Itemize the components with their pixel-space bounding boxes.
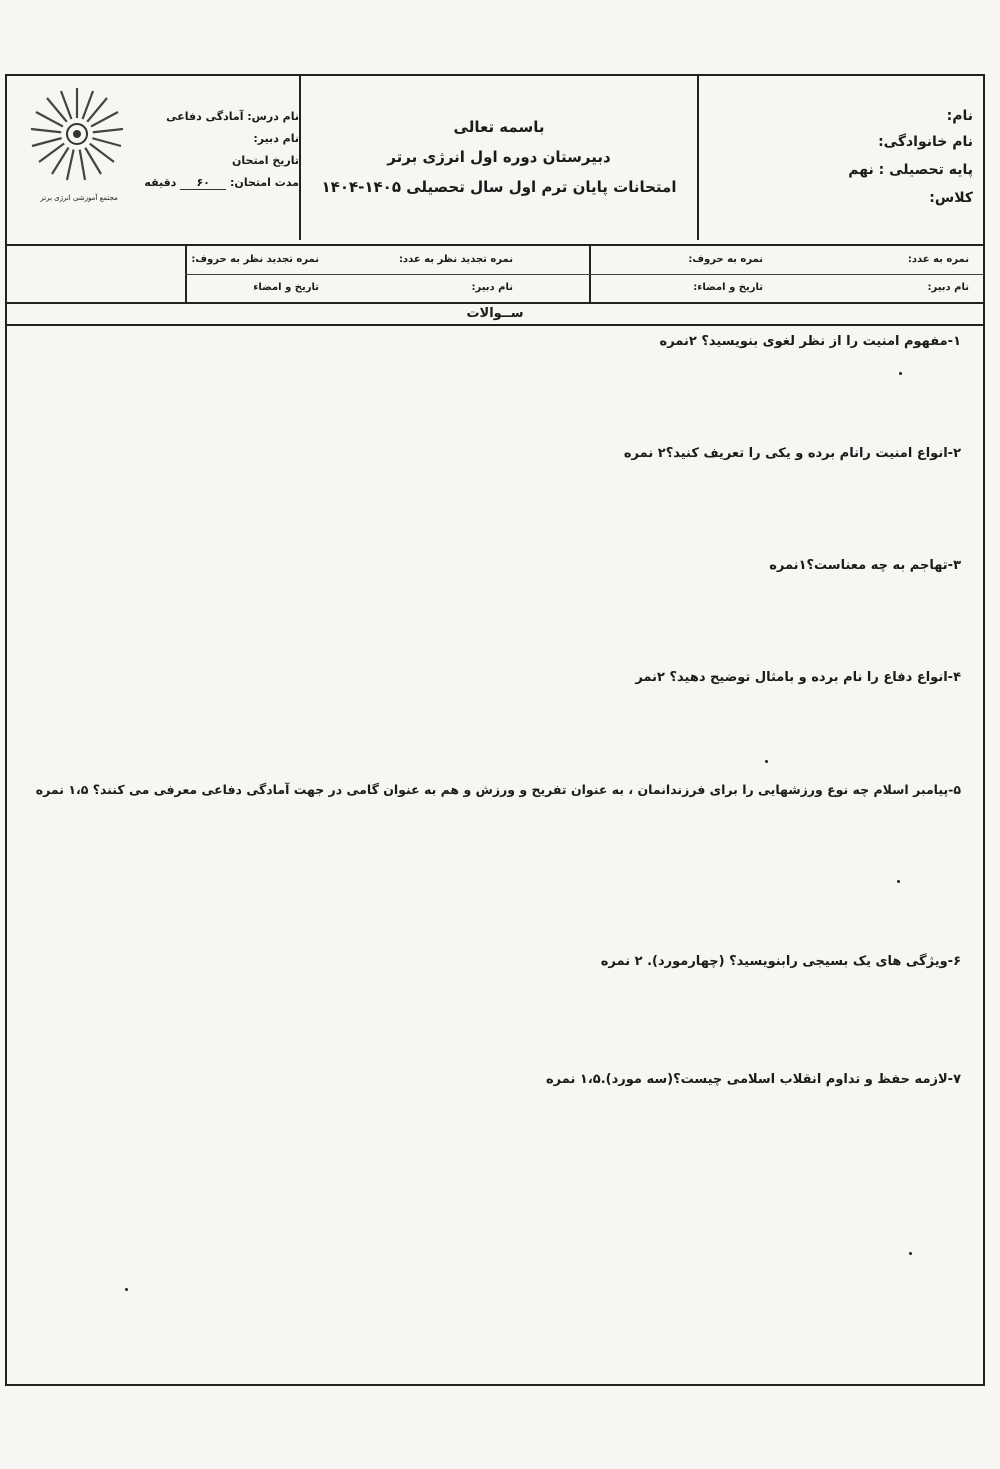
ink-dot [125, 1288, 128, 1291]
ink-dot [897, 880, 900, 883]
revision-score-words-label: نمره تجدید نظر به حروف: [191, 254, 319, 265]
ink-dot [765, 760, 768, 763]
student-info-box [697, 76, 983, 240]
question-2: ۲-انواع امنیت رانام برده و یکی را تعریف کنید؟۲ نمره [623, 446, 961, 461]
teacher-name-label: نام دبیر: [927, 282, 969, 293]
score-words-label: نمره به حروف: [688, 254, 763, 265]
revision-teacher-label: نام دبیر: [471, 282, 513, 293]
score-row-1 [185, 246, 983, 275]
question-6: ۶-ویژگی های یک بسیجی رابنویسید؟ (چهارمورد). ۲ نمره [600, 954, 961, 969]
exam-header [7, 76, 983, 240]
student-family-label: نام خانوادگی: [878, 134, 973, 150]
question-1: ۱-مفهوم امنیت را از نظر لغوی بنویسید؟ ۲نمره [659, 334, 961, 349]
school-logo-icon [27, 84, 127, 184]
duration-value: ۶۰ [180, 176, 226, 190]
question-4: ۴-انواع دفاع را نام برده و بامثال توضیح دهید؟ ۲نمر [635, 670, 961, 685]
course-info-box [7, 76, 299, 240]
duration-label: مدت امتحان: [230, 176, 299, 189]
question-3: ۳-تهاجم به چه معناست؟۱نمره [769, 558, 961, 573]
exam-title: امتحانات پایان ترم اول سال تحصیلی ۱۴۰۵-۱۴۰۴ [321, 178, 677, 196]
course-teacher: نام دبیر: [253, 132, 299, 145]
student-name-label: نام: [946, 108, 973, 124]
course-date: تاریخ امتحان [232, 154, 299, 167]
logo-caption: مجتمع آموزشی انرژی برتر [40, 194, 118, 202]
date-sign-label: تاریخ و امضاء: [693, 282, 763, 293]
score-row-2 [185, 274, 983, 302]
duration-unit: دقیقه [144, 176, 177, 189]
revision-score-number-label: نمره تجدید نظر به عدد: [398, 254, 513, 265]
question-5: ۵-پیامبر اسلام چه نوع ورزشهایی را برای فرزندانمان ، به عنوان تفریح و ورزش و هم به عنوان گامی در جهت آمادگی دفاعی معرفی می کنند؟ ۱،۵ نمره [35, 782, 961, 797]
bismillah-line: باسمه تعالی [453, 118, 545, 136]
question-7: ۷-لازمه حفظ و تداوم انقلاب اسلامی چیست؟(سه مورد).۱،۵ نمره [546, 1072, 961, 1087]
ink-dot [909, 1252, 912, 1255]
exam-sheet [5, 74, 985, 1386]
student-grade-label: پایه تحصیلی : نهم [848, 162, 973, 178]
exam-title-box [299, 76, 697, 240]
student-class-label: کلاس: [929, 190, 973, 206]
course-subject: نام درس: آمادگی دفاعی [166, 110, 299, 123]
course-duration [144, 176, 299, 190]
score-number-label: نمره به عدد: [907, 254, 969, 265]
questions-heading: ســوالات [7, 302, 983, 326]
school-name: دبیرستان دوره اول انرژی برتر [387, 148, 611, 166]
revision-date-sign-label: تاریخ و امضاء [253, 282, 319, 293]
ink-dot [899, 372, 902, 375]
score-strip [7, 244, 983, 302]
